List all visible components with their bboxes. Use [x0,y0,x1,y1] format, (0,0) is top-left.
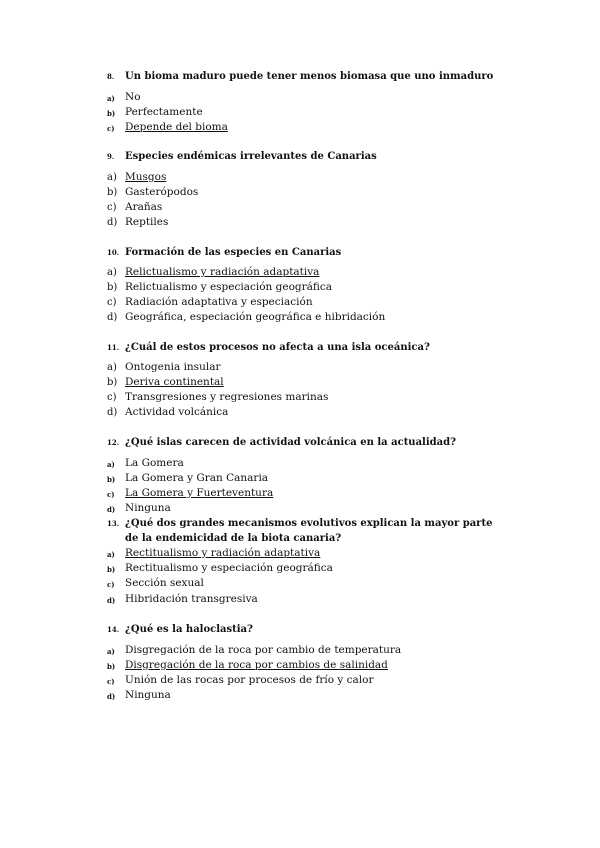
option-text: Perfectamente [125,106,203,118]
option-text: La Gomera y Gran Canaria [125,472,269,484]
option-text-correct: Depende del bioma [125,121,228,133]
option-text: Gasterópodos [125,186,199,198]
option-text: Transgresiones y regresiones marinas [125,391,329,403]
question-text: Especies endémicas irrelevantes de Canarias [125,151,377,162]
question-8 [107,69,527,84]
option-text: Ninguna [125,689,171,701]
option-14d [107,688,527,703]
option-9b [107,185,527,200]
question-text: Formación de las especies en Canarias [125,247,342,258]
question-number: 13. [107,519,120,528]
question-14 [107,622,527,637]
option-13b [107,561,527,576]
question-text: ¿Qué dos grandes mecanismos evolutivos explican la mayor parte de la endemicidad de la biota canaria? [125,518,493,544]
option-letter: a) [107,460,115,469]
option-letter: a) [107,172,117,183]
option-14a [107,643,527,658]
option-letter: c) [107,677,115,686]
question-number: 12. [107,438,120,447]
option-13c [107,576,527,591]
option-10c [107,295,527,310]
option-12b [107,471,527,486]
option-10d [107,310,527,325]
option-9a [107,170,527,185]
option-text: Disgregación de la roca por cambio de temperatura [125,644,402,656]
option-letter: c) [107,490,115,499]
option-letter: b) [107,565,116,574]
option-text: Hibridación transgresiva [125,593,258,605]
question-number: 11. [107,343,120,352]
option-8a [107,90,527,105]
option-letter: c) [107,202,117,213]
option-letter: a) [107,94,115,103]
option-text-correct: Rectitualismo y radiación adaptativa [125,547,321,559]
option-text: Radiación adaptativa y especiación [125,296,313,308]
option-text: Relictualismo y especiación geográfica [125,281,333,293]
question-11 [107,340,527,355]
option-text: Reptiles [125,216,169,228]
option-text-correct: La Gomera y Fuerteventura [125,487,274,499]
option-letter: d) [107,217,118,228]
question-13 [107,516,507,546]
option-11c [107,390,527,405]
question-number: 8. [107,72,115,81]
option-text: No [125,91,141,103]
option-letter: a) [107,647,115,656]
question-12 [107,435,527,450]
option-11b [107,375,527,390]
question-text: ¿Qué es la haloclastia? [125,624,253,635]
option-letter: a) [107,550,115,559]
option-letter: d) [107,505,116,514]
option-text: Sección sexual [125,577,204,589]
option-10a [107,265,527,280]
option-letter: d) [107,407,118,418]
option-letter: b) [107,109,116,118]
option-12c [107,486,527,501]
option-8b [107,105,527,120]
option-9d [107,215,527,230]
option-letter: c) [107,392,117,403]
option-letter: c) [107,124,115,133]
option-letter: a) [107,267,117,278]
question-text: ¿Qué islas carecen de actividad volcánica en la actualidad? [125,437,456,448]
option-text-correct: Disgregación de la roca por cambios de salinidad [125,659,388,671]
option-letter: b) [107,377,118,388]
option-text: Unión de las rocas por procesos de frío y calor [125,674,374,686]
question-number: 14. [107,625,120,634]
option-10b [107,280,527,295]
question-10 [107,245,527,260]
option-letter: b) [107,282,118,293]
question-number: 10. [107,248,120,257]
option-12d [107,501,527,516]
option-text: La Gomera [125,457,184,469]
option-letter: d) [107,312,118,323]
question-9 [107,149,527,164]
option-11d [107,405,527,420]
option-14b [107,658,527,673]
option-letter: d) [107,692,116,701]
option-text-correct: Musgos [125,171,167,183]
option-letter: b) [107,475,116,484]
option-text-correct: Deriva continental [125,376,224,388]
option-letter: c) [107,297,117,308]
option-text: Rectitualismo y especiación geográfica [125,562,333,574]
option-8c [107,120,527,135]
option-text: Actividad volcánica [125,406,229,418]
option-letter: b) [107,662,116,671]
option-letter: a) [107,362,117,373]
option-13a [107,546,527,561]
question-number: 9. [107,152,115,161]
option-text-correct: Relictualismo y radiación adaptativa [125,266,320,278]
option-14c [107,673,527,688]
option-text: Geográfica, especiación geográfica e hibridación [125,311,386,323]
option-letter: b) [107,187,118,198]
option-text: Ninguna [125,502,171,514]
option-text: Ontogenia insular [125,361,221,373]
option-12a [107,456,527,471]
option-9c [107,200,527,215]
option-11a [107,360,527,375]
option-letter: d) [107,596,116,605]
option-letter: c) [107,580,115,589]
question-text: ¿Cuál de estos procesos no afecta a una isla oceánica? [125,342,430,353]
option-text: Arañas [125,201,163,213]
option-13d [107,592,527,607]
question-text: Un bioma maduro puede tener menos biomasa que uno inmaduro [125,71,494,82]
